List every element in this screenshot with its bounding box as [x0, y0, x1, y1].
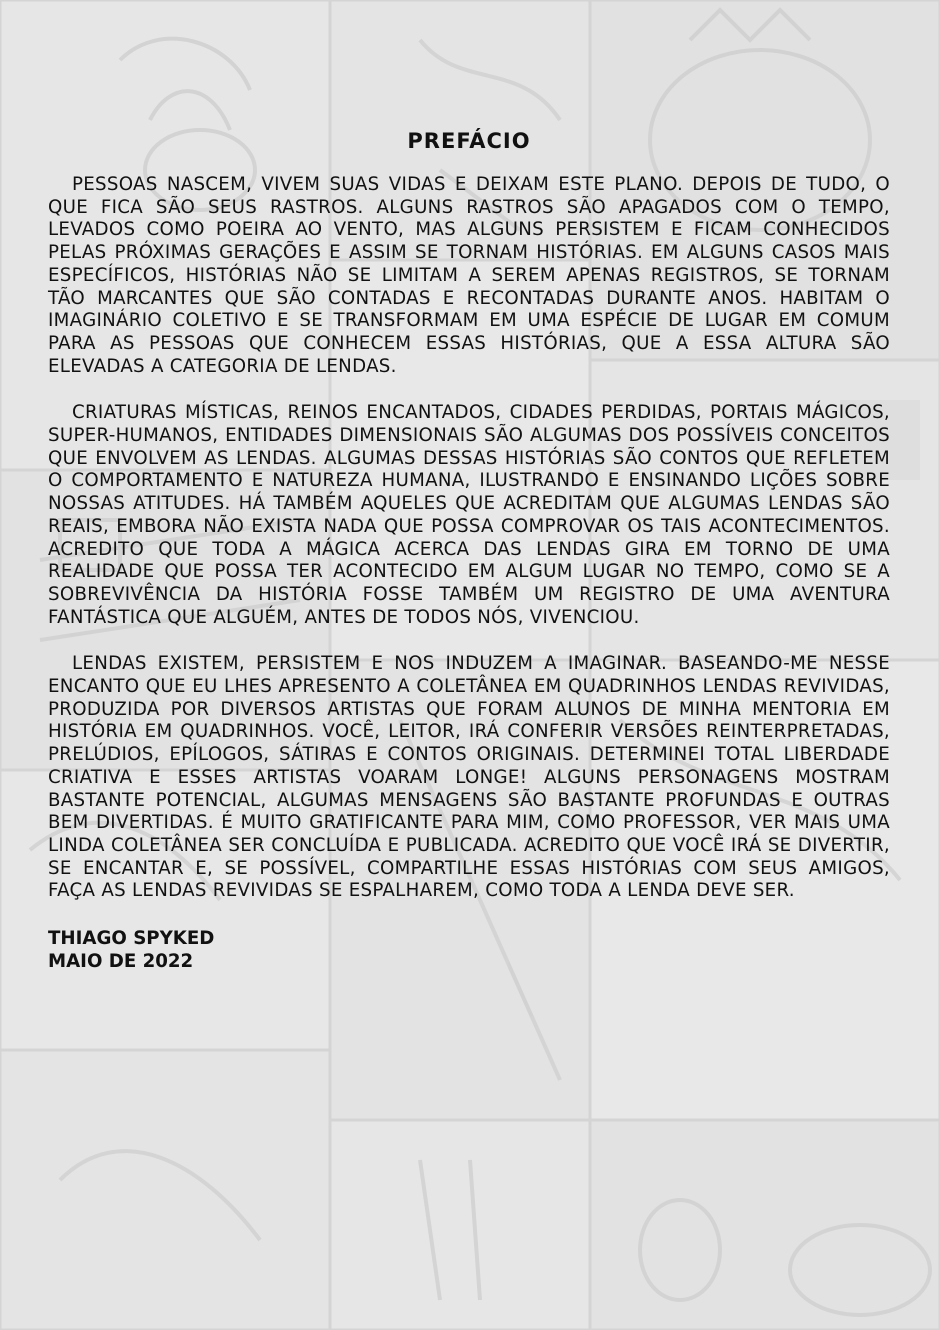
signature-date: MAIO DE 2022: [48, 951, 194, 973]
preface-text-block: [48, 128, 890, 973]
signature-block: [48, 927, 890, 973]
preface-paragraph-3: LENDAS EXISTEM, PERSISTEM E NOS INDUZEM A IMAGINAR. BASEANDO-ME NESSE ENCANTO QUE EU LHES APRESENTO A COLETÂNEA EM QUADRINHOS LENDAS REVIVIDAS, PRODUZIDA POR DIVERSOS ARTISTAS QUE FORAM ALUNOS DE MINHA MENTORIA EM HISTÓRIA EM QUADRINHOS. VOCÊ, LEITOR, IRÁ CONFERIR VERSÕES REINTERPRETADAS, PRELÚDIOS, EPÍLOGOS, SÁTIRAS E CONTOS ORIGINAIS. DETERMINEI TOTAL LIBERDADE CRIATIVA E ESSES ARTISTAS VOARAM LONGE! ALGUNS PERSONAGENS MOSTRAM BASTANTE POTENCIAL, ALGUMAS MENSAGENS SÃO BASTANTE PROFUNDAS E OUTRAS BEM DIVERTIDAS. É MUITO GRATIFICANTE PARA MIM, COMO PROFESSOR, VER MAIS UMA LINDA COLETÂNEA SER CONCLUÍDA E PUBLICADA. ACREDITO QUE VOCÊ IRÁ SE DIVERTIR, SE ENCANTAR E, SE POSSÍVEL, COMPARTILHE ESSAS HISTÓRIAS COM SEUS AMIGOS, FAÇA AS LENDAS REVIVIDAS SE ESPALHAREM, COMO TODA A LENDA DEVE SER.: [48, 653, 890, 902]
author-name: THIAGO SPYKED: [48, 928, 215, 950]
preface-paragraph-2: CRIATURAS MÍSTICAS, REINOS ENCANTADOS, CIDADES PERDIDAS, PORTAIS MÁGICOS, SUPER-HUMANOS, ENTIDADES DIMENSIONAIS SÃO ALGUMAS DOS POSSÍVEIS CONCEITOS QUE ENVOLVEM AS LENDAS. ALGUMAS DESSAS HISTÓRIAS SÃO CONTOS QUE REFLETEM O COMPORTAMENTO E NATUREZA HUMANA, ILUSTRANDO E ENSINANDO LIÇÕES SOBRE NOSSAS ATITUDES. HÁ TAMBÉM AQUELES QUE ACREDITAM QUE ALGUMAS LENDAS SÃO REAIS, EMBORA NÃO EXISTA NADA QUE POSSA COMPROVAR OS TAIS ACONTECIMENTOS. ACREDITO QUE TODA A MÁGICA ACERCA DAS LENDAS GIRA EM TORNO DE UMA REALIDADE QUE POSSA TER ACONTECIDO EM ALGUM LUGAR NO TEMPO, COMO SE A SOBREVIVÊNCIA DA HISTÓRIA FOSSE TAMBÉM UM REGISTRO DE UMA AVENTURA FANTÁSTICA QUE ALGUÉM, ANTES DE TODOS NÓS, VIVENCIOU.: [48, 402, 890, 628]
page-title: PREFÁCIO: [407, 129, 531, 153]
preface-paragraph-1: PESSOAS NASCEM, VIVEM SUAS VIDAS E DEIXAM ESTE PLANO. DEPOIS DE TUDO, O QUE FICA SÃO SEUS RASTROS. ALGUNS RASTROS SÃO APAGADOS COM O TEMPO, LEVADOS COMO POEIRA AO VENTO, MAS ALGUNS PERSISTEM E FICAM CONHECIDOS PELAS PRÓXIMAS GERAÇÕES E ASSIM SE TORNAM HISTÓRIAS. EM ALGUNS CASOS MAIS ESPECÍFICOS, HISTÓRIAS NÃO SE LIMITAM A SEREM APENAS REGISTROS, SE TORNAM TÃO MARCANTES QUE SÃO CONTADAS E RECONTADAS DURANTE ANOS. HABITAM O IMAGINÁRIO COLETIVO E SE TRANSFORMAM EM UMA ESPÉCIE DE LUGAR EM COMUM PARA AS PESSOAS QUE CONHECEM ESSAS HISTÓRIAS, QUE A ESSA ALTURA SÃO ELEVADAS A CATEGORIA DE LENDAS.: [48, 174, 890, 377]
